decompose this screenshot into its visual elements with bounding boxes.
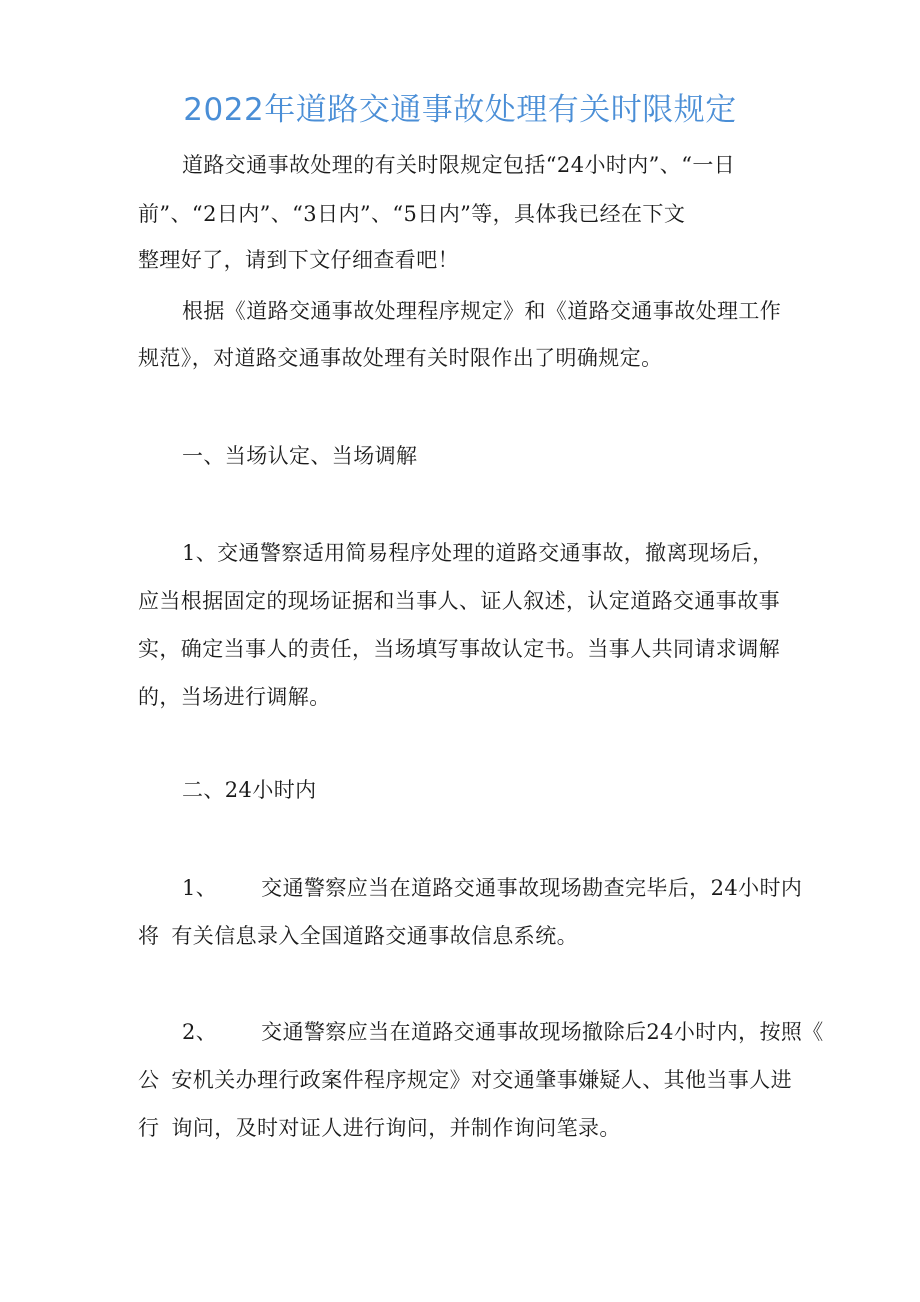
list-item-line [182,873,802,903]
section-heading: 二、24小时内 [182,778,317,802]
paragraph-line: 应当根据固定的现场证据和当事人、证人叙述，认定道路交通事故事 [138,589,780,613]
list-item-number: 2、 [182,1020,218,1044]
paragraph-line: 道路交通事故处理的有关时限规定包括“24小时内”、“一日 [182,153,736,177]
list-item-text: 询问，及时对证人进行询问，并制作询问笔录。 [171,1116,621,1140]
document-title: 2022年道路交通事故处理有关时限规定 [183,92,737,128]
list-item-line [182,1017,824,1047]
list-item-text: 交通警察应当在道路交通事故现场勘查完毕后，24小时内 [261,876,803,900]
paragraph-line: 前”、“2日内”、“3日内”、“5日内”等，具体我已经在下文 [138,202,686,226]
list-item-text: 将 [138,924,160,948]
paragraph-line: 的，当场进行调解。 [138,685,331,709]
list-item-text: 安机关办理行政案件程序规定》对交通肇事嫌疑人、其他当事人进 [171,1068,793,1092]
list-item-text: 行 [138,1116,160,1140]
paragraph-line: 规范》，对道路交通事故处理有关时限作出了明确规定。 [138,346,663,370]
list-item-text: 交通警察应当在道路交通事故现场撤除后24小时内，按照《 [261,1020,824,1044]
section-heading: 一、当场认定、当场调解 [182,444,418,468]
paragraph-line: 实，确定当事人的责任，当场填写事故认定书。当事人共同请求调解 [138,637,780,661]
list-item-line [138,1065,792,1095]
list-item-number: 1、 [182,876,218,900]
paragraph-line: 1、交通警察适用简易程序处理的道路交通事故，撤离现场后， [182,541,774,565]
list-item-text: 有关信息录入全国道路交通事故信息系统。 [171,924,579,948]
paragraph-line: 整理好了，请到下文仔细查看吧！ [138,248,459,272]
list-item-line [138,1113,621,1143]
list-item-text: 公 [138,1068,160,1092]
list-item-line [138,921,578,951]
paragraph-line: 根据《道路交通事故处理程序规定》和《道路交通事故处理工作 [182,299,782,323]
